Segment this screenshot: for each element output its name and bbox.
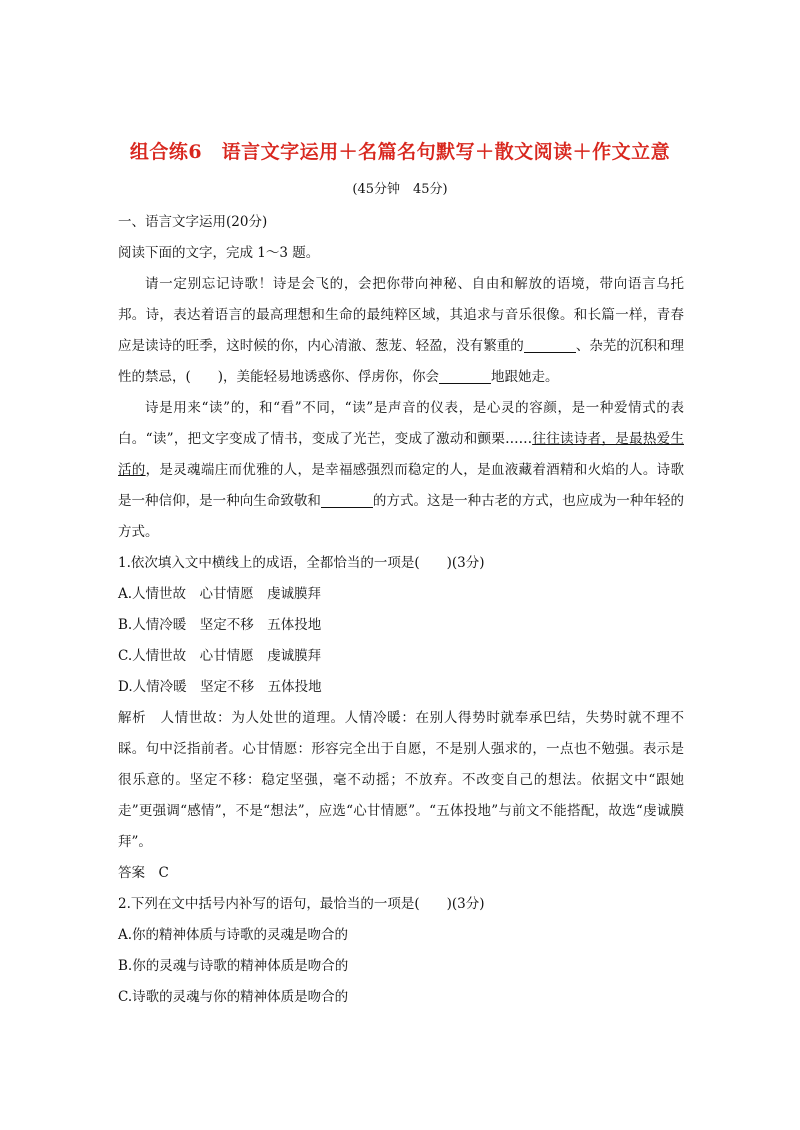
fill-blank <box>321 493 373 508</box>
question-1-option-c: C.人情世故 心甘情愿 虔诚膜拜 <box>118 648 322 664</box>
question-1-stem: 1.依次填入文中横线上的成语，全都恰当的一项是( )(3分) <box>118 555 485 571</box>
page-subtitle: (45分钟 45分) <box>352 182 448 197</box>
question-1-analysis: 解析 人情世故：为人处世的道理。人情冷暖：在别人得势时就奉承巴结，失势时就不理不睬。句中泛指前者。心甘情愿：形容完全出于自愿，不是别人强求的，一点也不勉强。表示是很乐意的。坚定不移：稳定坚强，毫不动摇；不放弃。不改变自己的想法。依据文中“跟她走”更强调“感情”，不是“想法”，应选“心甘情愿”。“五体投地”与前文不能搭配，故选“虔诚膜拜”。 <box>118 710 684 850</box>
question-2-option-c: C.诗歌的灵魂与你的精神体质是吻合的 <box>118 989 349 1005</box>
reading-instruction: 阅读下面的文字，完成 1～3 题。 <box>118 245 320 261</box>
passage-text: ，是灵魂端庄而优雅的人，是幸福感强烈而稳定的人，是血液藏着酒精和火焰的人。诗歌是一种信仰，是一种向生命致敬和 <box>118 462 684 509</box>
passage-paragraph-2 <box>118 393 684 548</box>
question-2-option-b: B.你的灵魂与诗歌的精神体质是吻合的 <box>118 958 349 974</box>
underlined-sentence: 往往读诗者，是最热爱生活的 <box>118 431 684 478</box>
question-2-option-a: A.你的精神体质与诗歌的灵魂是吻合的 <box>118 927 349 943</box>
passage-text: 、杂芜的沉积和理性的禁忌，( )，美能轻易地诱惑你、俘虏你，你会 <box>118 338 685 385</box>
fill-blank <box>524 338 576 353</box>
question-1-answer: 答案 C <box>118 865 169 881</box>
fill-blank <box>439 369 491 384</box>
passage-text: 请一定别忘记诗歌！诗是会飞的，会把你带向神秘、自由和解放的语境，带向语言乌托邦。诗，表达着语言的最高理想和生命的最纯粹区域，其追求与音乐很像。和长篇一样，青春应是读诗的旺季，这时候的你，内心清澈、葱茏、轻盈，没有繁重的 <box>118 276 684 354</box>
question-2-stem: 2.下列在文中括号内补写的语句，最恰当的一项是( )(3分) <box>118 896 485 912</box>
passage-text: 诗是用来“读”的，和“看”不同，“读”是声音的仪表，是心灵的容颜，是一种爱情式的表白。“读”，把文字变成了情书，变成了光芒，变成了激动和颤栗…… <box>118 400 684 447</box>
document-body <box>118 207 684 1013</box>
passage-paragraph-1 <box>118 269 684 393</box>
question-1-option-a: A.人情世故 心甘情愿 虔诚膜拜 <box>118 586 322 602</box>
page-title: 组合练6 语言文字运用＋名篇名句默写＋散文阅读＋作文立意 <box>129 141 671 163</box>
passage-text: 的方式。这是一种古老的方式，也应成为一种年轻的方式。 <box>118 493 685 540</box>
section-heading: 一、语言文字运用(20分) <box>118 214 268 230</box>
question-1-option-b: B.人情冷暖 坚定不移 五体投地 <box>118 617 322 633</box>
passage-text: 地跟她走。 <box>491 369 559 385</box>
question-1-option-d: D.人情冷暖 坚定不移 五体投地 <box>118 679 322 695</box>
